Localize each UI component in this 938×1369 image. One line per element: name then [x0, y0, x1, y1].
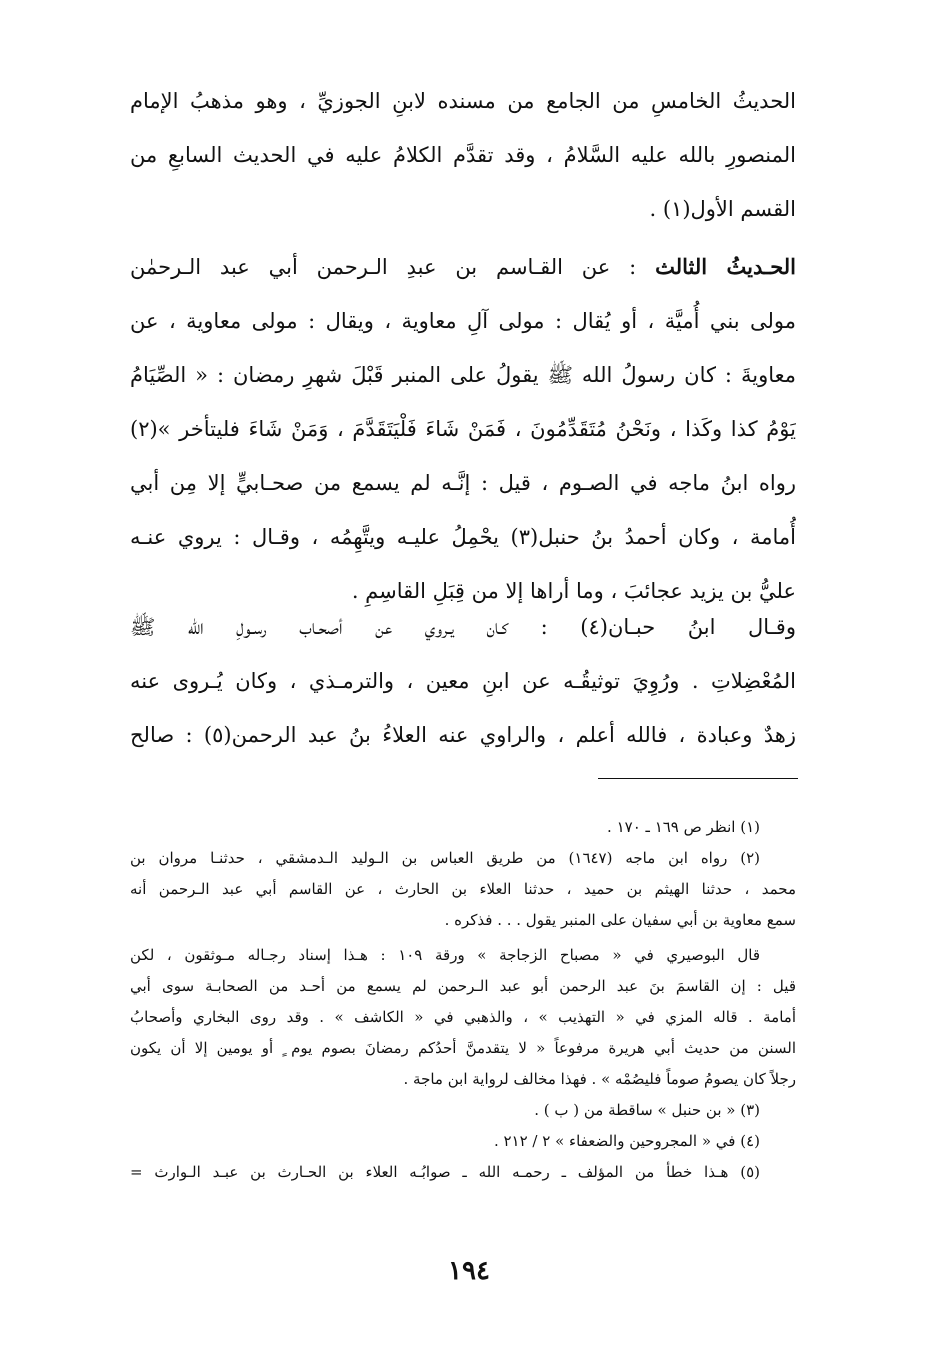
- text-line: زهدٌ وعبادة ، فالله أعلم ، والراوي عنه العلاءُ بنُ عبد الرحمن(٥) : صالح: [130, 723, 796, 747]
- text-line: المنصورِ بالله عليه السَّلامُ ، وقد تقدَّم الكلامُ عليه في الحديث السابعِ من: [130, 143, 796, 167]
- footnote-line: (٢) رواه ابن ماجه (١٦٤٧) من طريق العباس بن الـوليد الـدمشقي ، حدثنـا مروان بن: [130, 849, 760, 867]
- footnote-line: رجلاً كان يصومُ صوماً فليصُمْه » . فهذا مخالف لرواية ابن ماجة .: [403, 1070, 796, 1088]
- footnote-line: (١) انظر ص ١٦٩ ـ ١٧٠ .: [607, 818, 760, 836]
- text-line: مولى بني أُميَّة ، أو يُقال : مولى آلِ معاوية ، ويقال : مولى معاوية ، عن: [130, 309, 796, 333]
- footnote-line: محمد ، حدثنا الهيثم بن حميد ، حدثنا العلاء بن الحارث ، عن القاسم أبي عبد الـرحمن أنه: [130, 880, 796, 898]
- footnote-line: (٥) هـذا خطأ من المؤلف ـ رحمـه الله ـ صوابُـه العلاء بن الحـارث بن عبـد الـوارث =: [130, 1163, 760, 1181]
- text-line: رواه ابنُ ماجه في الصـوم ، قيل : إنَّـه لم يسمع من صحـابيٍّ إلا مِن أبي: [130, 471, 796, 495]
- paragraph-2: [130, 240, 796, 618]
- footnote-line: قال البوصيري في « مصباح الزجاجة » ورقة ١٠٩ : هـذا إسناد رجـاله مـوثقون ، لكن: [130, 946, 760, 964]
- text-line-tail: : عن القـاسم بن عبدِ الـرحمن أبي عبد الـرحمٰن: [130, 255, 637, 279]
- footnote-line: قيل : إن القاسمَ بنَ عبد الرحمن أبو عبد الـرحمن لم يسمع من أحـد من الصحابـة سوى أبي: [130, 977, 796, 995]
- paragraph-1: [130, 74, 796, 236]
- text-line: أُمامة ، وكان أحمدُ بنُ حنبل(٣) يحْمِلُ عليـه ويتَّهِمُه ، وقـال : يروي عنـه: [130, 525, 796, 549]
- text-line: [130, 240, 796, 294]
- text-line: معاويةَ : كان رسولُ الله ﷺ يقولُ على المنبر قَبْلَ شهرِ رمضان : « الصِّيَامُ: [130, 363, 796, 387]
- text-line: القسم الأول(١) .: [649, 197, 796, 221]
- text-line: عليُّ بن يزيد عجائبَ ، وما أراها إلا من قِبَلِ القاسِمِ .: [351, 579, 796, 603]
- footnotes: [130, 812, 796, 1188]
- page-number: ١٩٤: [448, 1256, 490, 1286]
- footnote-separator: [598, 778, 798, 779]
- hadith-heading: الحـديثُ الثالث: [655, 254, 796, 279]
- paragraph-3: [130, 600, 796, 762]
- footnote-line: (٣) « بن حنبل » ساقطة من ( ب ) .: [534, 1101, 760, 1119]
- footnote-line: سمع معاوية بن أبي سفيان على المنبر يقول . . . فذكره .: [444, 911, 796, 929]
- footnote-line: (٤) في « المجروحين والضعفاء » ٢ / ٢١٢ .: [493, 1132, 760, 1150]
- text-line: الحديثُ الخامسِ من الجامع من مسنده لابنِ الجوزيِّ ، وهو مذهبُ الإمام: [130, 89, 796, 113]
- footnote-line: أمامة . قاله المزي في « التهذيب » ، والذهبي في « الكاشف » . وقد روى البخاري وأصحابُ: [130, 1008, 796, 1026]
- text-line: المُعْضِلاتِ . ورُوِيَ توثيقُـه عن ابنِ معين ، والترمـذي ، وكان يُـروى عنه: [130, 669, 796, 693]
- text-line: وقـال ابنُ حبـان(٤) : كـان يـروي عن أصحـاب رسـولِ الله ﷺ: [130, 615, 796, 639]
- footnote-line: السنن من حديث أبي هريرة مرفوعاً « لا يتقدمنَّ أحدُكم رمضانَ بصوم يوم ٍ أو يومين إلا أن يكون: [130, 1039, 796, 1057]
- text-line: يَوْمُ كذا وكَذا ، ونَحْنُ مُتَقَدِّمُونَ ، فَمَنْ شَاءَ فَلْيَتَقَدَّمَ ، وَمَنْ شَاءَ فليتأخر »(٢): [130, 417, 796, 441]
